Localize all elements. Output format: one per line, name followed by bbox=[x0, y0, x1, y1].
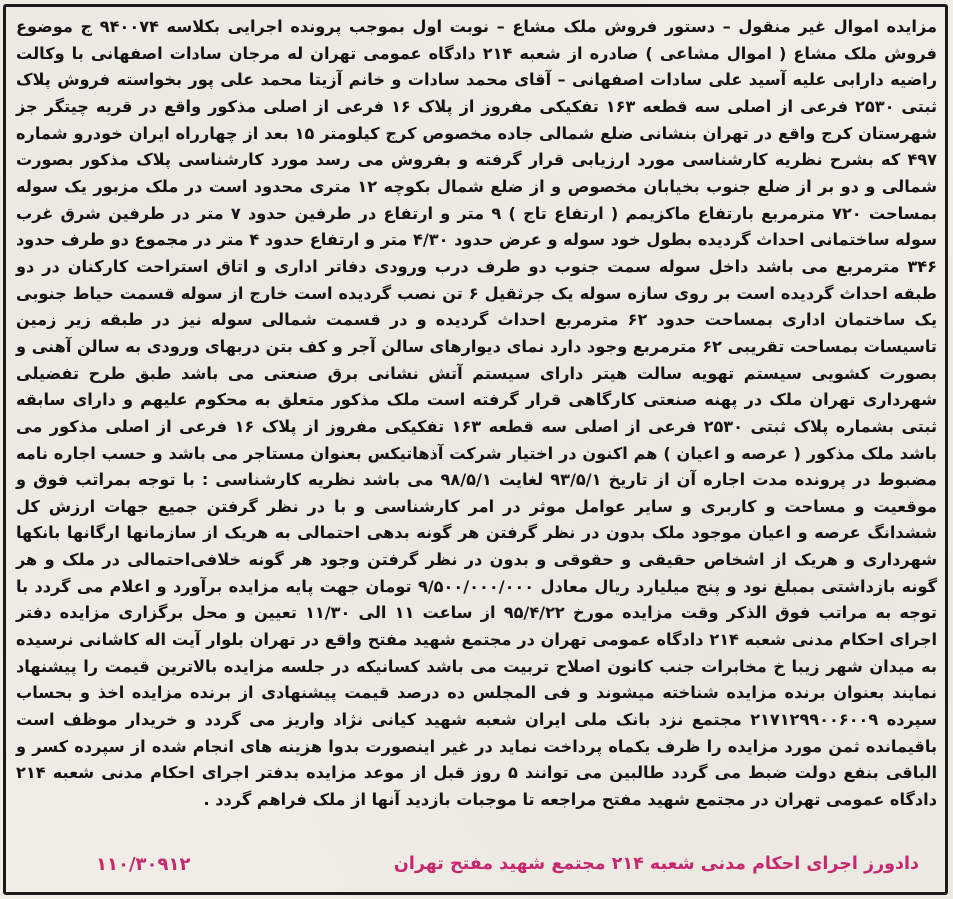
bailiff-signature: دادورز اجرای احکام مدنی شعبه ۲۱۴ مجتمع شهید مفتح تهران bbox=[393, 854, 919, 874]
notice-code: ۱۱۰/۳۰۹۱۲ bbox=[96, 853, 191, 875]
auction-notice-text bbox=[16, 14, 937, 814]
notice-footer bbox=[16, 849, 937, 879]
notice-paragraph: مزایده اموال غیر منقول – دستور فروش ملک مشاع – نوبت اول بموجب پرونده اجرایی بکلاسه ۹۴۰۰۷۴ ج موضوع فروش ملک مشاع ( اموال مشاعی ) صادره از شعبه ۲۱۴ دادگاه عمومی تهران له مرجان سادات اصفهانی با وکالت راضیه دارابی علیه آسید علی سادات اصفهانی – آقای محمد سادات و خانم آزیتا محمد علی پور بخواسته فروش پلاک ثبتی ۲۵۳۰ فرعی از اصلی سه قطعه ۱۶۳ تفکیکی مفروز از پلاک ۱۶ فرعی از اصلی مذکور واقع در قریه چیتگر جز شهرستان کرج واقع در تهران بنشانی ضلع شمالی جاده مخصوص کرج کیلومتر ۱۵ بعد از چهارراه ایران خودرو شماره ۴۹۷ که بشرح نظریه کارشناسی مورد ارزیابی قرار گرفته و بفروش می رسد مورد کارشناسی پلاک مذکور بصورت شمالی و دو بر از ضلع جنوب بخیابان مخصوص و از ضلع شمال بکوچه ۱۲ متری محدود است در ملک مزبور یک سوله بمساحت ۷۲۰ مترمربع بارتفاع ماکزیمم ( ارتفاع تاج ) ۹ متر و ارتفاع در طرفین حدود ۷ متر در طرفین شرق غرب سوله ساختمانی احداث گردیده بطول خود سوله و عرض حدود ۴/۳۰ متر و ارتفاع حدود ۴ متر در مجموع دو طرف حدود ۳۴۶ مترمربع می باشد داخل سوله سمت جنوب دو طرف درب ورودی دفاتر اداری و اتاق استراحت کارکنان در دو طبقه احداث گردیده است بر روی سازه سوله یک جرثقیل ۶ تن نصب گردیده است خارج از سوله قسمت حیاط جنوبی یک ساختمان اداری بمساحت حدود ۶۲ مترمربع احداث گردیده و در قسمت شمالی سوله نیز در طبقه زیر زمین تاسیسات بمساحت تقریبی ۶۲ مترمربع وجود دارد نمای دیوارهای سالن آجر و کف بتن دربهای ورودی به سالن آهنی و بصورت کشویی سیستم تهویه سالت هیتر دارای سیستم آتش نشانی برق صنعتی می باشد طبق طرح تفضیلی شهرداری تهران ملک در پهنه صنعتی کارگاهی قرار گرفته است ملک مذکور متعلق به محکوم علیهم و دارای سابقه ثبتی بشماره پلاک ثبتی ۲۵۳۰ فرعی از اصلی سه قطعه ۱۶۳ تفکیکی مفروز از پلاک ۱۶ فرعی از اصلی مذکور می باشد ملک مذکور ( عرصه و اعیان ) هم اکنون در اختیار شرکت آذهاتیکس بعنوان مستاجر می باشد و حسب اجاره نامه مضبوط در پرونده مدت اجاره آن از تاریخ ۹۳/۵/۱ لغایت ۹۸/۵/۱ می باشد نظریه کارشناسی : با توجه بمراتب فوق و موقعیت و مساحت و کاربری و سایر عوامل موثر در امر کارشناسی و با در نظر گرفتن جمیع جهات ارزش کل ششدانگ عرصه و اعیان موجود ملک بدون در نظر گرفتن هر گونه بدهی احتمالی به هریک از سازمانها ارگانها بانکها شهرداری و هریک از اشخاص حقیقی و حقوقی و بدون در نظر گرفتن وجود هر گونه خلافی‌احتمالی در ملک و هر گونه بازداشتی بمبلغ نود و پنج میلیارد ریال معادل ۹/۵۰۰/۰۰۰/۰۰۰ تومان جهت پایه مزایده برآورد و اعلام می گردد با توجه به مراتب فوق الذکر وقت مزایده مورخ ۹۵/۴/۲۲ از ساعت ۱۱ الی ۱۱/۳۰ تعیین و محل برگزاری مزایده دفتر اجرای احکام مدنی شعبه ۲۱۴ دادگاه عمومی تهران در مجتمع شهید مفتح واقع در تهران بلوار آیت اله کاشانی نرسیده به میدان شهر زیبا خ مخابرات جنب کانون اصلاح تربیت می باشد کسانیکه در جلسه مزایده بالاترین قیمت را پیشنهاد نمایند بعنوان برنده مزایده شناخته میشوند و فی المجلس ده درصد قیمت پیشنهادی از برنده مزایده اخذ و بحساب سپرده ۲۱۷۱۲۹۹۰۰۶۰۰۹ مجتمع نزد بانک ملی ایران شعبه شهید کیانی نژاد واریز می گردد و خریدار موظف است باقیمانده ثمن مورد مزایده را ظرف یکماه پرداخت نماید در غیر اینصورت بدوا هزینه های انجام شده از سپرده کسر و الباقی بنفع دولت ضبط می گردد طالبین می توانند ۵ روز قبل از موعد مزایده بدفتر اجرای احکام مدنی شعبه ۲۱۴ دادگاه عمومی تهران در مجتمع شهید مفتح مراجعه تا موجبات بازدید آنها از ملک فراهم گردد . bbox=[16, 17, 938, 810]
